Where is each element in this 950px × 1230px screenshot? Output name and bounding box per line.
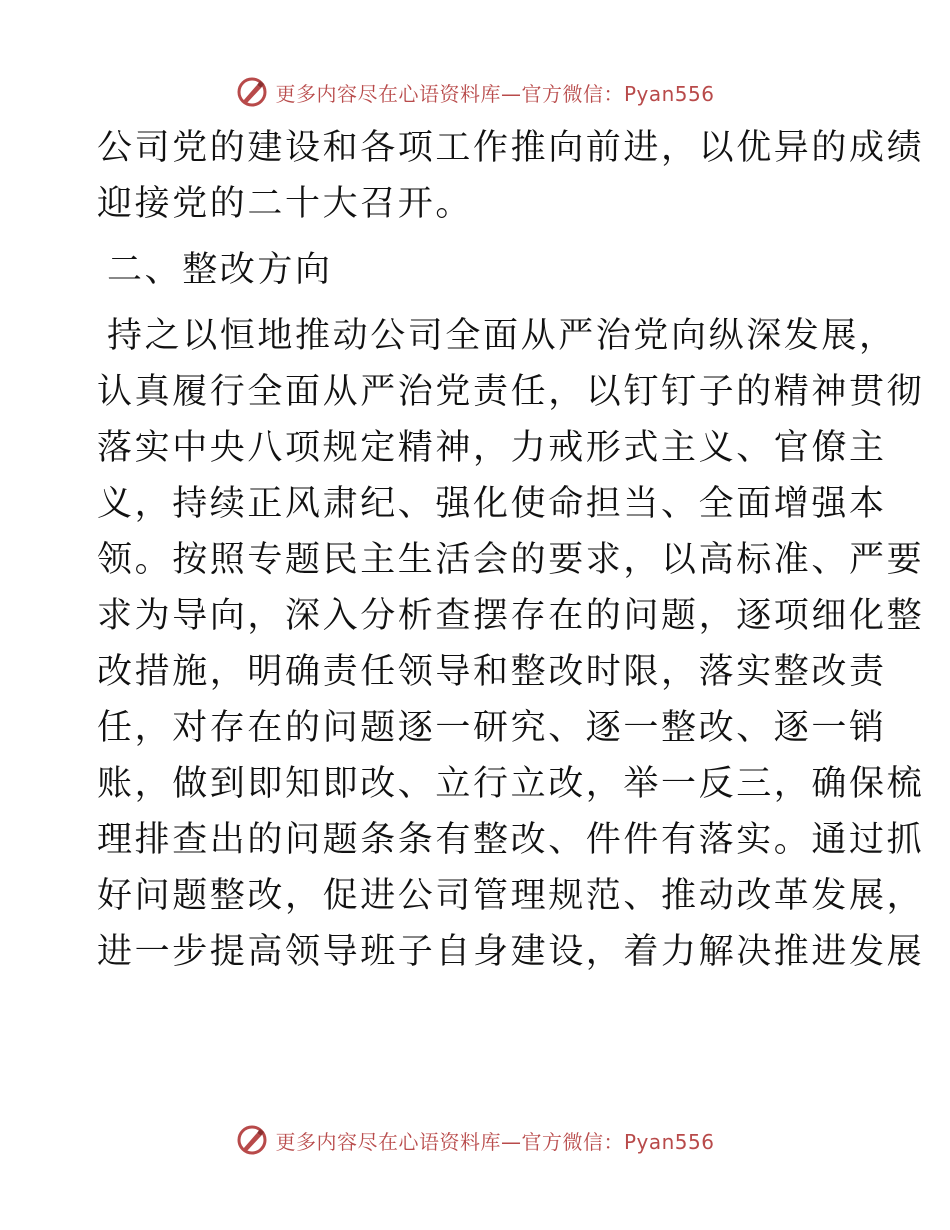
paragraph-line: 进一步提高领导班子自身建设，着力解决推进发展 — [97, 932, 925, 972]
paragraph-line: 求为导向，深入分析查摆存在的问题，逐项细化整 — [97, 596, 925, 636]
paragraph-line: 改措施，明确责任领导和整改时限，落实整改责 — [97, 652, 887, 692]
paragraph-line: 迎接党的二十大召开。 — [97, 184, 474, 224]
watermark-text: 更多内容尽在心语资料库—官方微信：Pyan556 — [275, 81, 715, 106]
paragraph-line: 公司党的建设和各项工作推向前进，以优异的成绩 — [97, 128, 925, 168]
paragraph-line: 理排查出的问题条条有整改、件件有落实。通过抓 — [97, 820, 925, 860]
section-heading: 二、整改方向 — [107, 250, 333, 290]
paragraph-line: 好问题整改，促进公司管理规范、推动改革发展， — [97, 876, 925, 916]
pen-circle-logo-icon — [235, 1123, 269, 1157]
watermark-text: 更多内容尽在心语资料库—官方微信：Pyan556 — [275, 1129, 715, 1154]
footer-watermark — [0, 1120, 950, 1160]
document-body — [97, 120, 925, 980]
paragraph-line: 落实中央八项规定精神，力戒形式主义、官僚主 — [97, 428, 887, 468]
pen-circle-logo-icon — [235, 75, 269, 109]
paragraph-line: 任，对存在的问题逐一研究、逐一整改、逐一销 — [97, 708, 887, 748]
paragraph-line: 义，持续正风肃纪、强化使命担当、全面增强本 — [97, 484, 887, 524]
paragraph-line: 账，做到即知即改、立行立改，举一反三，确保梳 — [97, 764, 925, 804]
paragraph-line: 认真履行全面从严治党责任，以钉钉子的精神贯彻 — [97, 372, 925, 412]
paragraph-line: 领。按照专题民主生活会的要求，以高标准、严要 — [97, 540, 925, 580]
header-watermark — [0, 72, 950, 112]
paragraph-line: 持之以恒地推动公司全面从严治党向纵深发展， — [107, 316, 897, 356]
